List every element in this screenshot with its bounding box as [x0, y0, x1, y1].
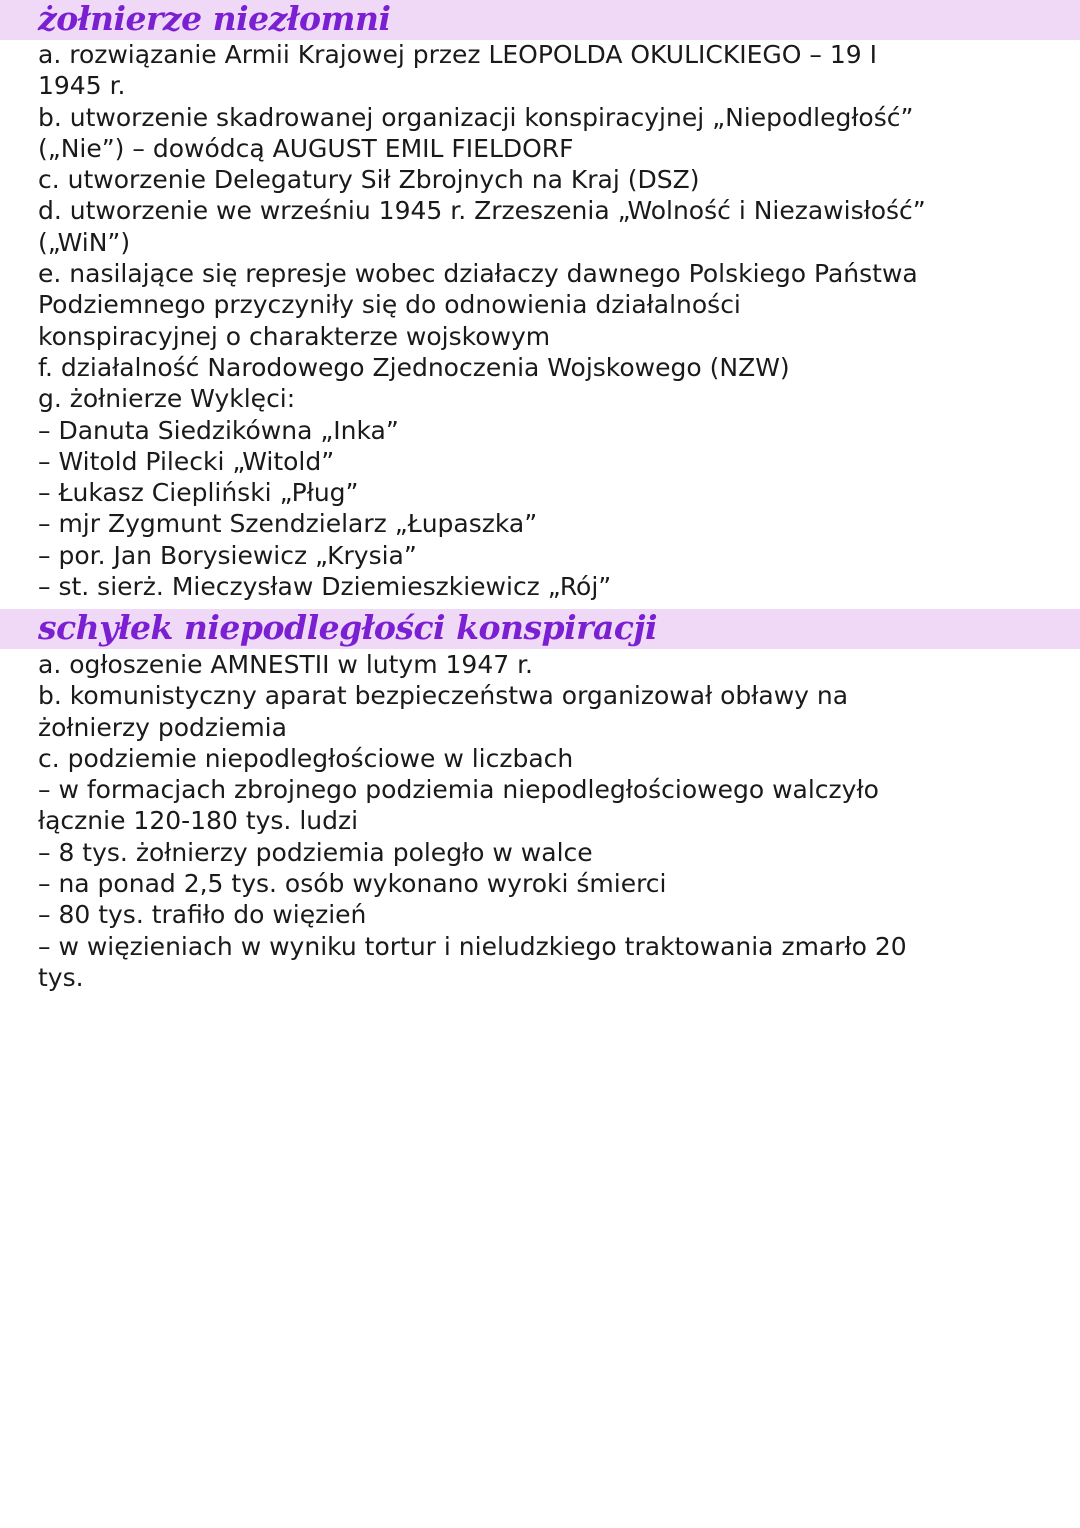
text-line: – st. sierż. Mieczysław Dziemieszkiewicz „Rój”	[38, 572, 612, 602]
text-line: Podziemnego przyczyniły się do odnowienia działalności	[38, 290, 741, 320]
text-line: b. utworzenie skadrowanej organizacji konspiracyjnej „Niepodległość”	[38, 102, 914, 132]
text-line: – w więzieniach w wyniku tortur i nieludzkiego traktowania zmarło 20	[38, 931, 907, 961]
text-line: c. podziemie niepodległościowe w liczbach	[38, 743, 574, 773]
text-line: c. utworzenie Delegatury Sił Zbrojnych na Kraj (DSZ)	[38, 165, 700, 195]
text-line: 1945 r.	[38, 71, 126, 101]
text-line: żołnierzy podziemia	[38, 712, 287, 742]
section-title: żołnierze niezłomni	[38, 0, 391, 38]
section-header-zolnierze-niezlomni	[0, 0, 1080, 40]
section-content-zolnierze-niezlomni	[38, 39, 1048, 602]
text-line: – por. Jan Borysiewicz „Krysia”	[38, 540, 417, 570]
text-line: konspiracyjnej o charakterze wojskowym	[38, 321, 551, 351]
text-line: łącznie 120-180 tys. ludzi	[38, 806, 359, 836]
text-line: – na ponad 2,5 tys. osób wykonano wyroki śmierci	[38, 869, 667, 899]
section-header-schylek-konspiracji	[0, 609, 1080, 649]
text-line: – 80 tys. trafiło do więzień	[38, 900, 367, 930]
text-line: e. nasilające się represje wobec działaczy dawnego Polskiego Państwa	[38, 259, 918, 289]
text-line: – w formacjach zbrojnego podziemia niepodległościowego walczyło	[38, 775, 879, 805]
text-line: – Łukasz Ciepliński „Pług”	[38, 478, 359, 508]
section-title: schyłek niepodległości konspiracji	[38, 608, 657, 647]
text-line: b. komunistyczny aparat bezpieczeństwa organizował obławy na	[38, 681, 849, 711]
text-line: g. żołnierze Wyklęci:	[38, 384, 296, 414]
text-line: a. ogłoszenie AMNESTII w lutym 1947 r.	[38, 650, 534, 679]
section-content-schylek-konspiracji	[38, 649, 1048, 993]
text-line: – Danuta Siedzikówna „Inka”	[38, 415, 399, 445]
text-line: („Nie”) – dowódcą AUGUST EMIL FIELDORF	[38, 133, 574, 163]
text-line: tys.	[38, 962, 84, 992]
text-line: – 8 tys. żołnierzy podziemia poległo w walce	[38, 837, 593, 867]
text-line: – Witold Pilecki „Witold”	[38, 446, 335, 476]
text-line: („WiN”)	[38, 227, 131, 257]
text-line: d. utworzenie we wrześniu 1945 r. Zrzeszenia „Wolność i Niezawisłość”	[38, 196, 926, 226]
text-line: a. rozwiązanie Armii Krajowej przez LEOPOLDA OKULICKIEGO – 19 I	[38, 40, 877, 69]
text-line: – mjr Zygmunt Szendzielarz „Łupaszka”	[38, 509, 538, 539]
text-line: f. działalność Narodowego Zjednoczenia Wojskowego (NZW)	[38, 352, 790, 382]
